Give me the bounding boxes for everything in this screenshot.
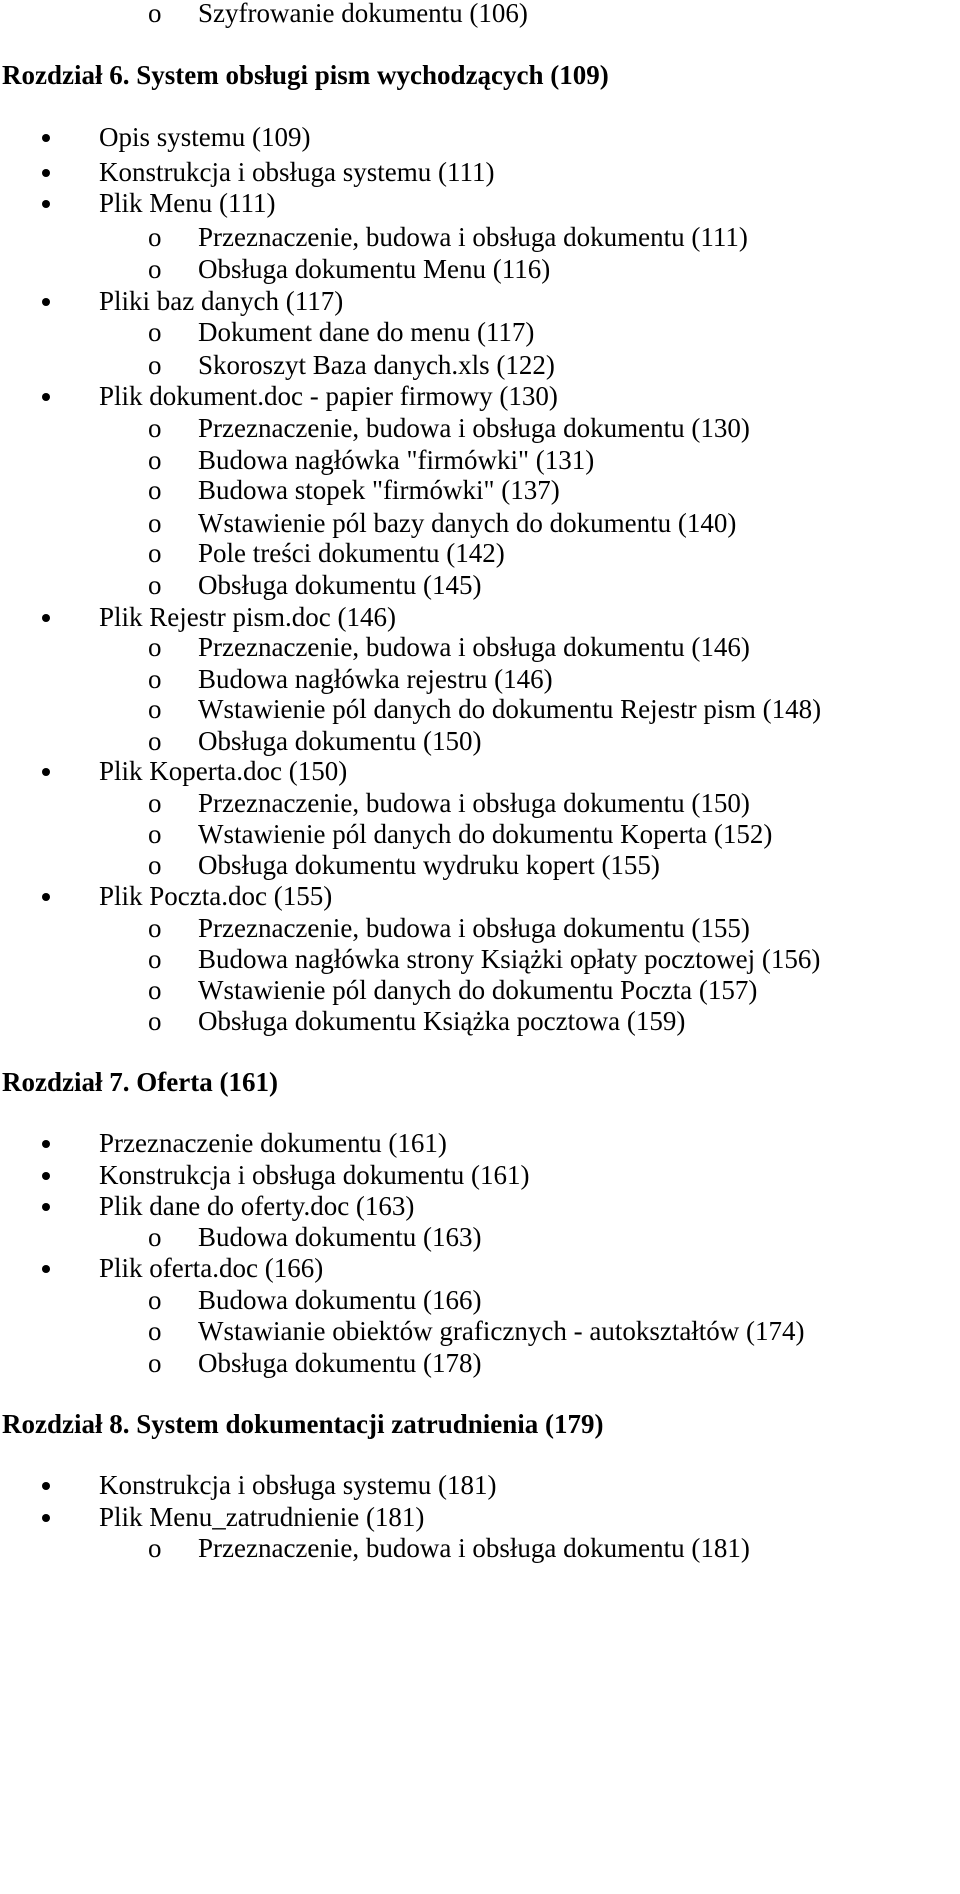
toc-subentry-text: Budowa nagłówka rejestru (146) xyxy=(198,664,553,694)
toc-entry-text: Opis systemu (109) xyxy=(99,122,311,152)
toc-subentry-text: Wstawienie pól bazy danych do dokumentu (140) xyxy=(198,508,737,538)
toc-subentry-text: Przeznaczenie, budowa i obsługa dokumentu (181) xyxy=(198,1533,750,1563)
chapter-title: System obsługi pism wychodzących (109) xyxy=(129,60,609,90)
circle-bullet-icon: o xyxy=(148,538,162,568)
toc-subentry-text: Pole treści dokumentu (142) xyxy=(198,538,505,568)
circle-bullet-icon: o xyxy=(148,413,162,443)
bullet-dot-icon xyxy=(42,1203,50,1211)
toc-entry-text: Plik Poczta.doc (155) xyxy=(99,881,333,911)
chapter-number: Rozdział 8. xyxy=(2,1409,130,1439)
toc-subentry-text: Obsługa dokumentu (145) xyxy=(198,570,482,600)
bullet-dot-icon xyxy=(42,1514,50,1522)
circle-bullet-icon: o xyxy=(148,475,162,505)
circle-bullet-icon: o xyxy=(148,254,162,284)
circle-bullet-icon: o xyxy=(148,0,162,28)
toc-entry-text: Plik dane do oferty.doc (163) xyxy=(99,1191,415,1221)
circle-bullet-icon: o xyxy=(148,1285,162,1315)
toc-subentry-text: Przeznaczenie, budowa i obsługa dokumentu (130) xyxy=(198,413,750,443)
toc-subentry-text: Obsługa dokumentu (178) xyxy=(198,1348,482,1378)
bullet-dot-icon xyxy=(42,1140,50,1148)
toc-subentry-text: Wstawienie pól danych do dokumentu Rejestr pism (148) xyxy=(198,694,822,724)
toc-subentry-text: Wstawianie obiektów graficznych - autokształtów (174) xyxy=(198,1316,805,1346)
toc-entry-text: Pliki baz danych (117) xyxy=(99,286,344,316)
bullet-dot-icon xyxy=(42,134,50,142)
toc-entry-text: Plik oferta.doc (166) xyxy=(99,1253,324,1283)
circle-bullet-icon: o xyxy=(148,1316,162,1346)
chapter-title: Oferta (161) xyxy=(129,1067,278,1097)
chapter-number: Rozdział 7. xyxy=(2,1067,130,1097)
toc-subentry-text: Budowa nagłówka "firmówki" (131) xyxy=(198,445,595,475)
toc-subentry-text: Przeznaczenie, budowa i obsługa dokumentu (155) xyxy=(198,913,750,943)
circle-bullet-icon: o xyxy=(148,913,162,943)
circle-bullet-icon: o xyxy=(148,632,162,662)
circle-bullet-icon: o xyxy=(148,222,162,252)
circle-bullet-icon: o xyxy=(148,664,162,694)
circle-bullet-icon: o xyxy=(148,1533,162,1563)
toc-subentry-text: Budowa stopek "firmówki" (137) xyxy=(198,475,560,505)
circle-bullet-icon: o xyxy=(148,788,162,818)
toc-subentry-text: Obsługa dokumentu (150) xyxy=(198,726,482,756)
chapter-heading-text xyxy=(2,56,609,94)
circle-bullet-icon: o xyxy=(148,1006,162,1036)
circle-bullet-icon: o xyxy=(148,570,162,600)
circle-bullet-icon: o xyxy=(148,850,162,880)
toc-entry-text: Konstrukcja i obsługa dokumentu (161) xyxy=(99,1160,530,1190)
toc-subentry-text: Budowa dokumentu (166) xyxy=(198,1285,482,1315)
bullet-dot-icon xyxy=(42,1265,50,1273)
bullet-dot-icon xyxy=(42,169,50,177)
circle-bullet-icon: o xyxy=(148,350,162,380)
chapter-heading-text xyxy=(2,1063,278,1101)
circle-bullet-icon: o xyxy=(148,975,162,1005)
bullet-dot-icon xyxy=(42,614,50,622)
toc-subentry-text: Szyfrowanie dokumentu (106) xyxy=(198,0,528,28)
bullet-dot-icon xyxy=(42,768,50,776)
toc-entry-text: Plik Rejestr pism.doc (146) xyxy=(99,602,396,632)
circle-bullet-icon: o xyxy=(148,726,162,756)
toc-subentry-text: Budowa nagłówka strony Książki opłaty pocztowej (156) xyxy=(198,944,821,974)
circle-bullet-icon: o xyxy=(148,317,162,347)
toc-entry-text: Plik Menu (111) xyxy=(99,188,276,218)
circle-bullet-icon: o xyxy=(148,508,162,538)
chapter-title: System dokumentacji zatrudnienia (179) xyxy=(129,1409,604,1439)
toc-subentry-text: Przeznaczenie, budowa i obsługa dokumentu (146) xyxy=(198,632,750,662)
toc-entry-text: Plik Menu_zatrudnienie (181) xyxy=(99,1502,425,1532)
toc-subentry-text: Przeznaczenie, budowa i obsługa dokumentu (111) xyxy=(198,222,748,252)
toc-entry-text: Konstrukcja i obsługa systemu (111) xyxy=(99,157,495,187)
toc-subentry-text: Dokument dane do menu (117) xyxy=(198,317,535,347)
toc-entry-text: Plik Koperta.doc (150) xyxy=(99,756,348,786)
chapter-heading-text xyxy=(2,1405,604,1443)
toc-subentry-text: Przeznaczenie, budowa i obsługa dokumentu (150) xyxy=(198,788,750,818)
toc-subentry-text: Budowa dokumentu (163) xyxy=(198,1222,482,1252)
circle-bullet-icon: o xyxy=(148,819,162,849)
toc-entry-text: Plik dokument.doc - papier firmowy (130) xyxy=(99,381,558,411)
circle-bullet-icon: o xyxy=(148,694,162,724)
circle-bullet-icon: o xyxy=(148,1222,162,1252)
bullet-dot-icon xyxy=(42,200,50,208)
circle-bullet-icon: o xyxy=(148,445,162,475)
chapter-number: Rozdział 6. xyxy=(2,60,130,90)
toc-subentry-text: Obsługa dokumentu Książka pocztowa (159) xyxy=(198,1006,686,1036)
circle-bullet-icon: o xyxy=(148,1348,162,1378)
toc-subentry-text: Obsługa dokumentu Menu (116) xyxy=(198,254,551,284)
toc-entry-text: Przeznaczenie dokumentu (161) xyxy=(99,1128,447,1158)
bullet-dot-icon xyxy=(42,298,50,306)
bullet-dot-icon xyxy=(42,1482,50,1490)
toc-subentry-text: Wstawienie pól danych do dokumentu Poczta (157) xyxy=(198,975,758,1005)
toc-subentry-text: Obsługa dokumentu wydruku kopert (155) xyxy=(198,850,660,880)
circle-bullet-icon: o xyxy=(148,944,162,974)
toc-subentry-text: Skoroszyt Baza danych.xls (122) xyxy=(198,350,555,380)
toc-subentry-text: Wstawienie pól danych do dokumentu Koperta (152) xyxy=(198,819,773,849)
bullet-dot-icon xyxy=(42,1172,50,1180)
toc-entry-text: Konstrukcja i obsługa systemu (181) xyxy=(99,1470,497,1500)
bullet-dot-icon xyxy=(42,393,50,401)
bullet-dot-icon xyxy=(42,893,50,901)
